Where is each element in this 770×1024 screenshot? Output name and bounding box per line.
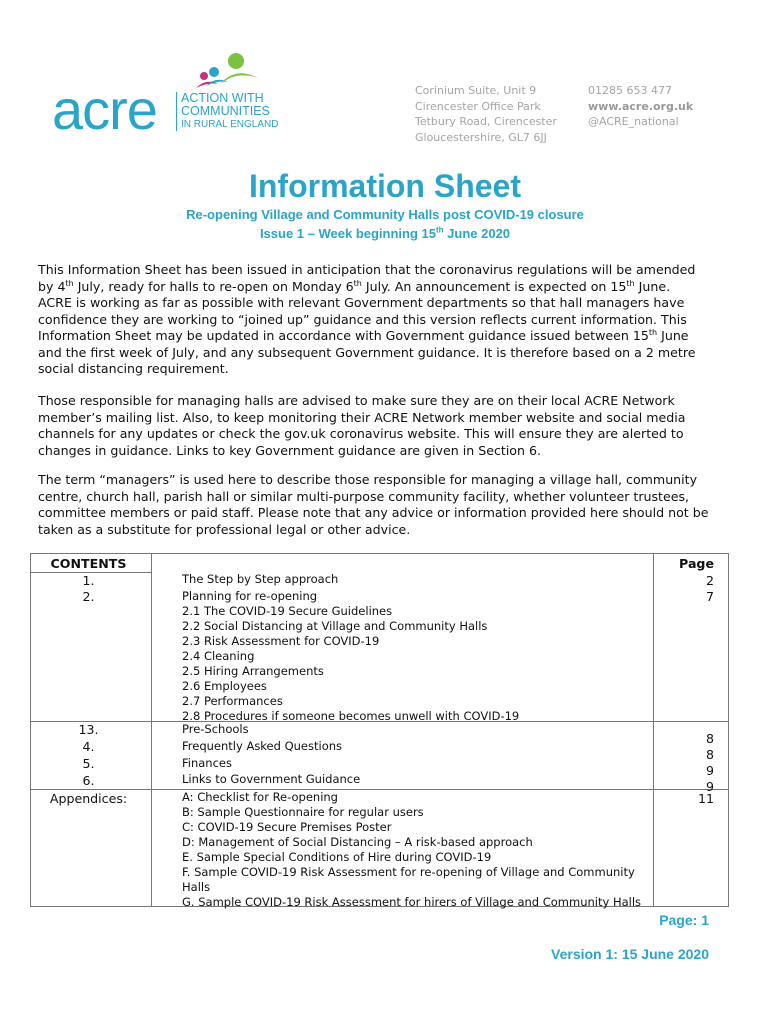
contents-header: CONTENTS: [50, 556, 127, 571]
logo-wordmark: acre: [52, 78, 157, 141]
toc-item[interactable]: E. Sample Special Conditions of Hire during COVID-19: [182, 850, 492, 864]
contents-table: [30, 553, 729, 907]
page-column-header: Page: [679, 556, 714, 571]
toc-item[interactable]: 2.1 The COVID-19 Secure Guidelines: [182, 604, 393, 618]
section-page: 2: [705, 573, 714, 588]
website-link[interactable]: www.acre.org.uk: [588, 99, 694, 113]
section-page: 11: [697, 791, 714, 806]
toc-entry-step-by-step[interactable]: The Step by Step approach: [182, 572, 339, 586]
section-page: 9: [705, 763, 714, 778]
toc-item[interactable]: F. Sample COVID-19 Risk Assessment for re-opening of Village and Community: [182, 865, 635, 879]
toc-item[interactable]: 2.6 Employees: [182, 679, 267, 693]
contact-details: [588, 83, 693, 130]
section-page: 8: [705, 747, 714, 762]
toc-item[interactable]: 2.4 Cleaning: [182, 649, 255, 663]
section-number: 13.: [78, 722, 99, 737]
toc-item[interactable]: A: Checklist for Re-opening: [182, 790, 338, 804]
toc-item[interactable]: C: COVID-19 Secure Premises Poster: [182, 820, 392, 834]
section-number: 2.: [82, 589, 95, 604]
toc-entry-links[interactable]: Links to Government Guidance: [182, 772, 361, 786]
toc-entry-finances[interactable]: Finances: [182, 756, 232, 770]
toc-item[interactable]: Planning for re-opening: [182, 589, 318, 603]
section-number: 5.: [82, 756, 95, 771]
page-subtitle: Re-opening Village and Community Halls post COVID-19 closure: [186, 207, 584, 222]
toc-item[interactable]: 2.8 Procedures if someone becomes unwell with COVID-19: [182, 709, 520, 723]
section-page: 9: [705, 779, 714, 794]
toc-item[interactable]: D: Management of Social Distancing – A risk-based approach: [182, 835, 533, 849]
section-page: 7: [705, 589, 714, 604]
toc-item[interactable]: 2.7 Performances: [182, 694, 283, 708]
intro-paragraph: This Information Sheet has been issued in anticipation that the coronavirus regulations will be amended by 4th July, ready for halls to re-open on Monday 6th July. An announcement is expected on 15th June. ACRE is working as far as possible with relevant Government departments so that hall managers have confidence they are working to “joined up” guidance and this version reflects current information. This Information Sheet may be updated in accordance with Government guidance issued between 15th June and the first week of July, and any subsequent Government guidance. It is therefore based on a 2 metre social distancing requirement.: [38, 262, 696, 376]
twitter-handle[interactable]: @ACRE_national: [588, 115, 679, 128]
managers-definition-paragraph: The term “managers” is used here to describe those responsible for managing a village hall, community centre, church hall, parish hall or similar multi-purpose community facility, whether volunteer trustees, committee members or paid staff. Please note that any advice or information provided here should not be taken as a substitute for professional legal or other advice.: [38, 472, 709, 537]
toc-item[interactable]: 2.5 Hiring Arrangements: [182, 664, 324, 678]
section-number: 6.: [82, 773, 95, 788]
toc-entry-pre-schools[interactable]: Pre-Schools: [182, 722, 249, 736]
page-title: Information Sheet: [248, 168, 521, 204]
toc-item[interactable]: B: Sample Questionnaire for regular users: [182, 805, 424, 819]
section-number: 1.: [82, 573, 95, 588]
version-label: Version 1: 15 June 2020: [551, 946, 709, 962]
logo-tagline: ACTION WITH COMMUNITIES IN RURAL ENGLAND: [176, 92, 278, 131]
acre-logo: [52, 52, 312, 142]
toc-item[interactable]: Halls: [182, 880, 211, 894]
issue-line: Issue 1 – Week beginning 15th June 2020: [259, 225, 511, 241]
toc-entry-planning: [182, 589, 652, 724]
section-number: 4.: [82, 739, 95, 754]
page-number: Page: 1: [659, 912, 709, 928]
toc-item[interactable]: 2.2 Social Distancing at Village and Community Halls: [182, 619, 488, 633]
toc-entry-appendices: [182, 790, 652, 910]
phone-number: 01285 653 477: [588, 84, 672, 97]
mailing-list-paragraph: Those responsible for managing halls are advised to make sure they are on their local ACRE Network member’s mailing list. Also, to keep monitoring their ACRE Network member website and social media channels for any updates or check the gov.uk coronavirus website. This will ensure they are alerted to changes in guidance. Links to key Government guidance are given in Section 6.: [38, 393, 686, 458]
postal-address: Corinium Suite, Unit 9 Cirencester Office Park Tetbury Road, Cirencester Gloucestershire, GL7 6JJ: [415, 84, 557, 144]
people-figures-icon: [192, 52, 272, 92]
toc-item[interactable]: 2.3 Risk Assessment for COVID-19: [182, 634, 380, 648]
appendices-label: Appendices:: [49, 791, 128, 806]
toc-item[interactable]: G. Sample COVID-19 Risk Assessment for hirers of Village and Community Halls: [182, 895, 642, 909]
toc-entry-faq[interactable]: Frequently Asked Questions: [182, 739, 343, 753]
section-page: 8: [705, 731, 714, 746]
